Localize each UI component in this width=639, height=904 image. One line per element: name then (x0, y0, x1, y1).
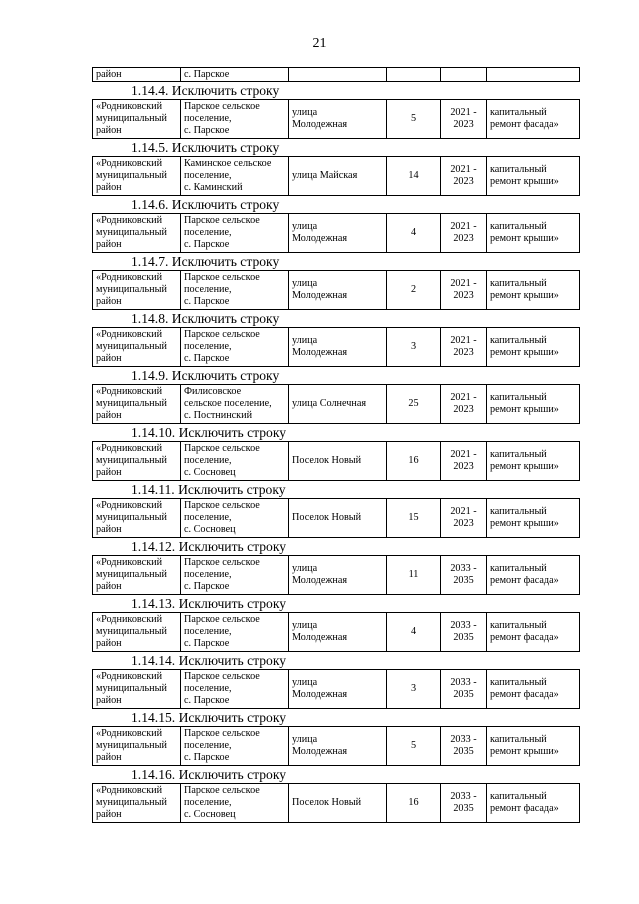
settlement-cell (181, 784, 289, 823)
cell-line: капитальный (490, 107, 547, 118)
settlement-cell (181, 100, 289, 139)
number-cell: 4 (387, 613, 441, 652)
section-heading: 1.14.14. Исключить строку (131, 653, 287, 668)
cell-line: район (96, 410, 122, 421)
cell-line: район (96, 638, 122, 649)
cell-line: поселение, (184, 683, 232, 694)
cell-line: Парское сельское (184, 329, 260, 340)
cell-line: Каминское сельское (184, 158, 272, 169)
table-row (93, 157, 580, 196)
years-cell (441, 613, 487, 652)
cell-line: Парское сельское (184, 785, 260, 796)
district-cell (93, 328, 181, 367)
cell-line: Филисовское (184, 386, 242, 397)
settlement-cell (181, 727, 289, 766)
number-cell: 4 (387, 214, 441, 253)
excluded-row-table (92, 783, 580, 823)
settlement-cell (181, 556, 289, 595)
cell-line: ремонт крыши» (490, 518, 559, 529)
district-cell (93, 271, 181, 310)
cell-line: 2023 (453, 119, 474, 130)
cell-line: 2035 (453, 575, 474, 586)
cell-line: сельское поселение, (184, 398, 272, 409)
district-cell (93, 727, 181, 766)
cell-line: район (96, 182, 122, 193)
cell-line: с. Сосновец (184, 467, 236, 478)
cell-line: ремонт фасада» (490, 803, 559, 814)
settlement-cell (181, 157, 289, 196)
cell-line: 2023 (453, 347, 474, 358)
section-heading: 1.14.9. Исключить строку (131, 368, 280, 383)
excluded-row-table (92, 498, 580, 538)
years-cell (441, 556, 487, 595)
number-cell: 2 (387, 271, 441, 310)
cell-line: улица (292, 107, 318, 118)
excluded-row-table (92, 384, 580, 424)
cell-line: с. Парское (184, 239, 230, 250)
district-cell (93, 100, 181, 139)
cell-line: муниципальный (96, 170, 167, 181)
years-cell (441, 328, 487, 367)
settlement-cell (181, 613, 289, 652)
cell-line: капитальный (490, 677, 547, 688)
excluded-row-table (92, 669, 580, 709)
cell-line: с. Парское (184, 695, 230, 706)
cell-line: улица (292, 734, 318, 745)
table-row (93, 271, 580, 310)
cell-line: ремонт крыши» (490, 233, 559, 244)
district-cell (93, 556, 181, 595)
section-heading: 1.14.11. Исключить строку (131, 482, 286, 497)
cell-line: капитальный (490, 278, 547, 289)
cell-line: с. Парское (184, 638, 230, 649)
cell-line: поселение, (184, 797, 232, 808)
cell-line: «Родниковский (96, 386, 163, 397)
cell-line: капитальный (490, 620, 547, 631)
cell-line: поселение, (184, 626, 232, 637)
years-cell (441, 271, 487, 310)
table-row (93, 100, 580, 139)
excluded-row-table (92, 327, 580, 367)
cell-line: ремонт крыши» (490, 746, 559, 757)
cell-line: улица (292, 563, 318, 574)
cell-line: с. Парское (184, 296, 230, 307)
work-cell (487, 385, 580, 424)
section-heading: 1.14.15. Исключить строку (131, 710, 287, 725)
cell-line: «Родниковский (96, 728, 163, 739)
document-content (92, 67, 579, 823)
number-cell: 16 (387, 784, 441, 823)
cell-line: муниципальный (96, 797, 167, 808)
cell-line: Парское сельское (184, 272, 260, 283)
years-cell (441, 442, 487, 481)
cell-line: ремонт фасада» (490, 632, 559, 643)
cell-line: «Родниковский (96, 557, 163, 568)
table-row (93, 68, 580, 82)
street-cell (289, 385, 387, 424)
cell-line: улица (292, 620, 318, 631)
cell-line: 2023 (453, 233, 474, 244)
work-cell (487, 556, 580, 595)
cell-line: с. Сосновец (184, 809, 236, 820)
district-cell: район (93, 68, 181, 82)
cell-line: муниципальный (96, 341, 167, 352)
years-cell (441, 385, 487, 424)
cell-line: ремонт крыши» (490, 176, 559, 187)
settlement-cell (181, 214, 289, 253)
cell-line: район (96, 239, 122, 250)
cell-line: поселение, (184, 284, 232, 295)
cell-line: улица (292, 278, 318, 289)
cell-line: ремонт крыши» (490, 347, 559, 358)
section-heading: 1.14.5. Исключить строку (131, 140, 280, 155)
cell-line: 2021 - (450, 335, 477, 346)
cell-line: район (96, 809, 122, 820)
cell-line: 2035 (453, 746, 474, 757)
number-cell: 16 (387, 442, 441, 481)
years-cell (441, 100, 487, 139)
street-cell (289, 670, 387, 709)
cell-line: Молодежная (292, 119, 348, 130)
table-row (93, 214, 580, 253)
cell-line: поселение, (184, 569, 232, 580)
cell-line: 2033 - (450, 620, 477, 631)
cell-line: капитальный (490, 791, 547, 802)
cell-line: с. Постнинский (184, 410, 253, 421)
settlement-cell (181, 442, 289, 481)
section-heading: 1.14.4. Исключить строку (131, 83, 280, 98)
cell-line: 2023 (453, 290, 474, 301)
years-cell (441, 784, 487, 823)
cell-line: «Родниковский (96, 329, 163, 340)
cell-line: Парское сельское (184, 728, 260, 739)
cell-line: «Родниковский (96, 500, 163, 511)
cell-line: муниципальный (96, 683, 167, 694)
cell-line: капитальный (490, 563, 547, 574)
cell-line: Парское сельское (184, 614, 260, 625)
cell-line: с. Парское (184, 125, 230, 136)
district-cell (93, 784, 181, 823)
cell-line: поселение, (184, 512, 232, 523)
cell-line: Молодежная (292, 632, 348, 643)
cell-line: Молодежная (292, 347, 348, 358)
cell-line: муниципальный (96, 227, 167, 238)
excluded-row-table (92, 555, 580, 595)
cell-line: ремонт фасада» (490, 689, 559, 700)
work-cell (487, 157, 580, 196)
cell-line: 2021 - (450, 278, 477, 289)
cell-line: с. Парское (184, 353, 230, 364)
cell-line: Парское сельское (184, 671, 260, 682)
cell-line: 2035 (453, 632, 474, 643)
street-cell (289, 271, 387, 310)
section-heading: 1.14.13. Исключить строку (131, 596, 287, 611)
street-cell (289, 68, 387, 82)
table-row (93, 556, 580, 595)
cell-line: Молодежная (292, 746, 348, 757)
cell-line: район (96, 581, 122, 592)
section-heading: 1.14.12. Исключить строку (131, 539, 287, 554)
cell-line: капитальный (490, 734, 547, 745)
cell-line: улица (292, 221, 318, 232)
cell-line: капитальный (490, 449, 547, 460)
years-cell (441, 727, 487, 766)
cell-line: 2021 - (450, 506, 477, 517)
number-cell: 3 (387, 328, 441, 367)
cell-line: Молодежная (292, 575, 348, 586)
cell-line: 2033 - (450, 677, 477, 688)
district-cell (93, 442, 181, 481)
cell-line: 2021 - (450, 449, 477, 460)
cell-line: капитальный (490, 221, 547, 232)
table-row (93, 385, 580, 424)
cell-line: улица Солнечная (292, 398, 367, 409)
cell-line: 2035 (453, 803, 474, 814)
table-row (93, 499, 580, 538)
cell-line: поселение, (184, 455, 232, 466)
settlement-cell (181, 670, 289, 709)
cell-line: с. Парское (184, 581, 230, 592)
cell-line: 2023 (453, 176, 474, 187)
cell-line: муниципальный (96, 626, 167, 637)
cell-line: поселение, (184, 113, 232, 124)
cell-line: «Родниковский (96, 785, 163, 796)
cell-line: ремонт фасада» (490, 119, 559, 130)
page-number: 21 (312, 36, 327, 51)
number-cell: 14 (387, 157, 441, 196)
cell-line: «Родниковский (96, 158, 163, 169)
section-heading: 1.14.8. Исключить строку (131, 311, 280, 326)
excluded-row-table (92, 441, 580, 481)
cell-line: муниципальный (96, 113, 167, 124)
years-cell (441, 157, 487, 196)
excluded-row-table (92, 213, 580, 253)
cell-line: Поселок Новый (292, 455, 362, 466)
table-row (93, 442, 580, 481)
cell-line: Поселок Новый (292, 512, 362, 523)
cell-line: 2033 - (450, 563, 477, 574)
district-cell (93, 499, 181, 538)
settlement-cell: с. Парское (181, 68, 289, 82)
table-row (93, 727, 580, 766)
street-cell (289, 214, 387, 253)
cell-line: район (96, 125, 122, 136)
section-heading: 1.14.6. Исключить строку (131, 197, 280, 212)
cell-line: муниципальный (96, 740, 167, 751)
district-cell (93, 670, 181, 709)
cell-line: 2023 (453, 404, 474, 415)
number-cell (387, 68, 441, 82)
cell-line: с. Парское (184, 752, 230, 763)
street-cell (289, 613, 387, 652)
excluded-row-table (92, 270, 580, 310)
cell-line: «Родниковский (96, 272, 163, 283)
table-row (93, 328, 580, 367)
cell-line: капитальный (490, 392, 547, 403)
settlement-cell (181, 271, 289, 310)
cell-line: район (96, 467, 122, 478)
cell-line: улица Майская (292, 170, 358, 181)
cell-line: Молодежная (292, 689, 348, 700)
sections-list (92, 82, 579, 823)
cell-line: муниципальный (96, 398, 167, 409)
district-cell (93, 613, 181, 652)
settlement-cell (181, 328, 289, 367)
cell-line: 2021 - (450, 392, 477, 403)
cell-line: «Родниковский (96, 614, 163, 625)
cell-line: ремонт крыши» (490, 404, 559, 415)
excluded-row-table (92, 726, 580, 766)
table-row (93, 670, 580, 709)
cell-line: «Родниковский (96, 215, 163, 226)
street-cell (289, 727, 387, 766)
cell-line: капитальный (490, 506, 547, 517)
cell-line: Парское сельское (184, 500, 260, 511)
work-cell (487, 214, 580, 253)
cell-line: ремонт крыши» (490, 461, 559, 472)
cell-line: поселение, (184, 341, 232, 352)
cell-line: 2021 - (450, 164, 477, 175)
street-cell (289, 328, 387, 367)
cell-line: район (96, 695, 122, 706)
cell-line: 2023 (453, 518, 474, 529)
district-cell (93, 157, 181, 196)
street-cell (289, 499, 387, 538)
district-cell (93, 214, 181, 253)
number-cell: 11 (387, 556, 441, 595)
cell-line: капитальный (490, 335, 547, 346)
work-cell (487, 727, 580, 766)
cell-line: улица (292, 335, 318, 346)
cell-line: Парское сельское (184, 443, 260, 454)
cell-line: поселение, (184, 740, 232, 751)
district-cell (93, 385, 181, 424)
work-cell (487, 499, 580, 538)
years-cell (441, 68, 487, 82)
cell-line: Парское сельское (184, 557, 260, 568)
cell-line: ремонт фасада» (490, 575, 559, 586)
section-heading: 1.14.7. Исключить строку (131, 254, 280, 269)
cell-line: Молодежная (292, 233, 348, 244)
cell-line: улица (292, 677, 318, 688)
cell-line: муниципальный (96, 569, 167, 580)
work-cell (487, 271, 580, 310)
continuation-table (92, 67, 580, 82)
cell-line: Парское сельское (184, 215, 260, 226)
excluded-row-table (92, 99, 580, 139)
number-cell: 15 (387, 499, 441, 538)
years-cell (441, 499, 487, 538)
street-cell (289, 157, 387, 196)
years-cell (441, 670, 487, 709)
cell-line: район (96, 353, 122, 364)
street-cell (289, 784, 387, 823)
section-heading: 1.14.16. Исключить строку (131, 767, 287, 782)
cell-line: Парское сельское (184, 101, 260, 112)
settlement-cell (181, 499, 289, 538)
work-cell (487, 68, 580, 82)
years-cell (441, 214, 487, 253)
cell-line: муниципальный (96, 512, 167, 523)
street-cell (289, 100, 387, 139)
cell-line: район (96, 752, 122, 763)
cell-line: «Родниковский (96, 671, 163, 682)
cell-line: муниципальный (96, 455, 167, 466)
cell-line: Молодежная (292, 290, 348, 301)
cell-line: 2035 (453, 689, 474, 700)
table-row (93, 613, 580, 652)
table-row (93, 784, 580, 823)
settlement-cell (181, 385, 289, 424)
cell-line: 2033 - (450, 791, 477, 802)
cell-line: с. Каминский (184, 182, 243, 193)
cell-line: район (96, 296, 122, 307)
number-cell: 5 (387, 727, 441, 766)
cell-line: Поселок Новый (292, 797, 362, 808)
excluded-row-table (92, 612, 580, 652)
street-cell (289, 556, 387, 595)
work-cell (487, 328, 580, 367)
work-cell (487, 613, 580, 652)
cell-line: «Родниковский (96, 101, 163, 112)
cell-line: ремонт крыши» (490, 290, 559, 301)
excluded-row-table (92, 156, 580, 196)
cell-line: «Родниковский (96, 443, 163, 454)
street-cell (289, 442, 387, 481)
cell-line: 2021 - (450, 221, 477, 232)
work-cell (487, 784, 580, 823)
work-cell (487, 670, 580, 709)
cell-line: поселение, (184, 170, 232, 181)
cell-line: район (96, 524, 122, 535)
cell-line: капитальный (490, 164, 547, 175)
cell-line: 2023 (453, 461, 474, 472)
cell-line: 2021 - (450, 107, 477, 118)
cell-line: с. Сосновец (184, 524, 236, 535)
cell-line: поселение, (184, 227, 232, 238)
section-heading: 1.14.10. Исключить строку (131, 425, 287, 440)
cell-line: 2033 - (450, 734, 477, 745)
work-cell (487, 100, 580, 139)
number-cell: 25 (387, 385, 441, 424)
number-cell: 3 (387, 670, 441, 709)
cell-line: муниципальный (96, 284, 167, 295)
work-cell (487, 442, 580, 481)
number-cell: 5 (387, 100, 441, 139)
